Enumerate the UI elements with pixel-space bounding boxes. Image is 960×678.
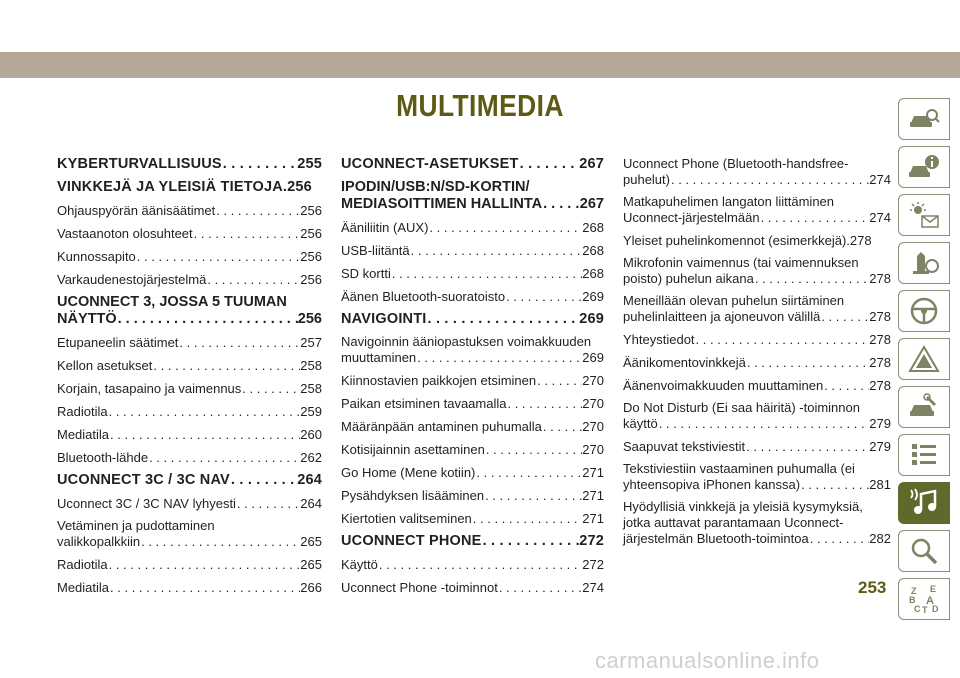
toc-page-number: 256 [297,311,322,327]
toc-entry-label: Saapuvat tekstiviestit [623,439,746,454]
toc-page-number: 278 [869,332,891,347]
toc-leader-dots [542,418,582,435]
toc-leader-dots [222,156,297,173]
toc-leader-dots [178,334,300,351]
toc-leader-dots [746,354,869,371]
toc-leader-dots [391,265,582,282]
hazard-triangle-icon [908,344,940,374]
toc-page-number: 282 [869,531,891,546]
toc-entry-label-line: jotka auttavat parantamaan Uconnect- [623,515,844,530]
toc-leader-dots [117,311,298,328]
toc-leader-dots [152,357,300,374]
toc-entry-label: SD kortti [341,266,391,281]
toc-page-number: 278 [849,233,872,248]
toc-page-number: 270 [582,442,604,457]
toc-leader-dots [658,416,870,432]
toc-page-number: 272 [579,533,604,549]
car-info-icon [908,152,940,182]
toc-entry-label: NAVIGOINTI [341,311,427,327]
toc-entry[interactable] [623,255,891,287]
toc-entry-label: Kellon asetukset [57,358,153,373]
toc-leader-dots [820,309,869,325]
toc-entry[interactable] [57,518,322,550]
index-letter: Z [911,586,917,596]
toc-page-number: 256 [300,226,322,241]
checklist-icon [908,440,940,470]
toc-section-heading[interactable] [57,179,322,196]
chapter-tab-driving[interactable] [898,290,950,332]
toc-leader-dots [108,403,301,420]
toc-leader-dots [140,534,300,550]
toc-entry-label: Kiertotien valitseminen [341,511,472,526]
car-search-icon [908,104,940,134]
toc-separator-dot: . [282,179,288,195]
toc-page-number: 267 [579,156,604,172]
toc-entry[interactable] [341,334,604,366]
magnifier-icon [908,536,940,566]
toc-page-number: 274 [869,210,891,225]
toc-leader-dots [428,219,582,236]
car-key-icon [908,248,940,278]
toc-entry[interactable] [57,248,322,265]
toc-entry[interactable] [57,225,322,242]
toc-column-1 [57,156,322,602]
toc-entry-label: Paikan etsiminen tavaamalla [341,396,507,411]
toc-leader-dots [482,533,580,550]
toc-entry-label: poisto) puhelun aikana [623,271,754,286]
index-letter: A [926,595,934,607]
toc-entry[interactable] [623,499,891,547]
toc-page-number: 281 [869,477,891,492]
toc-page-number: 278 [869,378,891,393]
toc-leader-dots [416,350,582,366]
toc-page-number: 257 [300,335,322,350]
toc-entry-last-line [341,196,604,213]
toc-entry-label-line: Navigoinnin ääniopastuksen voimakkuuden [341,334,592,349]
index-letter: B [909,595,916,605]
toc-entry[interactable] [623,377,891,394]
toc-entry-label: KYBERTURVALLISUUS [57,156,222,172]
toc-entry[interactable] [341,395,604,412]
chapter-tabs [898,98,950,626]
toc-entry[interactable] [341,556,604,573]
toc-leader-dots [475,464,582,481]
toc-entry-label-line: UCONNECT 3, JOSSA 5 TUUMAN [57,294,287,310]
toc-entry[interactable] [341,219,604,236]
toc-page-number: 256 [300,203,322,218]
toc-page-number: 256 [300,249,322,264]
top-margin [0,0,960,52]
toc-leader-dots [109,426,300,443]
toc-entry-label: Äänikomentovinkkejä [623,355,746,370]
toc-entry[interactable] [57,357,322,374]
toc-entry[interactable] [57,380,322,397]
toc-entry-label-line: Vetäminen ja pudottaminen [57,518,215,533]
toc-leader-dots [542,196,580,213]
toc-leader-dots [800,477,869,493]
toc-leader-dots [472,510,583,527]
toc-entry-label: Yhteystiedot [623,332,695,347]
toc-entry[interactable] [57,426,322,443]
toc-page-number: 271 [582,465,604,480]
toc-leader-dots [754,271,869,287]
toc-leader-dots [136,248,301,265]
toc-entry-label: MEDIASOITTIMEN HALLINTA [341,196,543,212]
toc-entry[interactable] [57,449,322,466]
chapter-tab-starting[interactable] [898,242,950,284]
toc-page-number: 272 [582,557,604,572]
toc-leader-dots [536,372,582,389]
toc-page-number: 264 [300,496,322,511]
toc-page-number: 258 [300,358,322,373]
toc-leader-dots [695,331,870,348]
toc-page-number: 270 [582,373,604,388]
toc-entry-label: UCONNECT PHONE [341,533,482,549]
toc-entry[interactable] [341,372,604,389]
section-title: MULTIMEDIA [396,88,564,123]
toc-entry-label-line: Hyödyllisiä vinkkejä ja yleisiä kysymyksiä, [623,499,863,514]
toc-entry-last-line [623,309,891,325]
chapter-tab-multimedia[interactable] [898,482,950,524]
toc-page-number: 255 [297,156,322,172]
dashboard-lights-icon [908,200,940,230]
toc-leader-dots [760,210,870,226]
toc-leader-dots [109,579,300,596]
toc-column-3 [623,156,891,553]
toc-page-number: 265 [300,557,322,572]
toc-entry-label: Määränpään antaminen puhumalla [341,419,542,434]
toc-page-number: 278 [869,355,891,370]
toc-page-number: 258 [300,381,322,396]
toc-entry-label: Varkaudenestojärjestelmä [57,272,207,287]
toc-page-number: 267 [579,196,604,212]
toc-leader-dots [108,556,301,573]
toc-entry-label: UCONNECT 3C / 3C NAV [57,472,230,488]
toc-leader-dots [809,531,870,547]
toc-entry[interactable] [57,202,322,219]
toc-leader-dots [670,172,869,188]
toc-page-number: 265 [300,534,322,549]
toc-page-number: 268 [582,243,604,258]
toc-leader-dots [236,495,300,512]
toc-page-number: 269 [582,350,604,365]
toc-section-heading[interactable] [341,311,604,328]
toc-entry-label: VINKKEJÄ JA YLEISIÄ TIETOJA [57,179,283,195]
toc-leader-dots [498,579,582,596]
toc-leader-dots [745,438,869,455]
toc-entry-label: USB-liitäntä [341,243,410,258]
toc-entry-label-line: Mikrofonin vaimennus (tai vaimennuksen [623,255,859,270]
chapter-tab-index-search[interactable] [898,530,950,572]
toc-page-number: 274 [582,580,604,595]
toc-entry[interactable] [623,400,891,432]
toc-entry[interactable] [623,331,891,348]
toc-page-number: 269 [579,311,604,327]
toc-entry-label: Uconnect-järjestelmään [623,210,760,225]
toc-section-heading[interactable] [57,156,322,173]
toc-page-number: 268 [582,266,604,281]
toc-entry-label: puhelut) [623,172,670,187]
toc-entry-label: Yleiset puhelinkomennot (esimerkkejä) [623,233,847,248]
watermark: carmanualsonline.info [595,648,820,673]
toc-entry-label: Kiinnostavien paikkojen etsiminen [341,373,537,388]
toc-entry[interactable] [623,461,891,493]
toc-entry-label-line: Matkapuhelimen langaton liittäminen [623,194,835,209]
chapter-tab-index[interactable] [898,578,950,620]
toc-entry-label: Radiotila [57,557,108,572]
toc-entry-label: Etupaneelin säätimet [57,335,179,350]
toc-entry-label: käyttö [623,416,658,431]
toc-entry[interactable] [623,232,891,249]
toc-entry-label: yhteensopiva iPhonen kanssa) [623,477,801,492]
toc-entry[interactable] [341,441,604,458]
toc-entry-last-line [623,210,891,226]
toc-entry-last-line [57,311,322,328]
toc-page-number: 274 [869,172,891,187]
toc-entry-label-line: Do Not Disturb (Ei saa häiritä) -toiminnon [623,400,860,415]
toc-section-heading[interactable] [57,294,322,328]
toc-leader-dots [823,377,869,394]
toc-section-heading[interactable] [341,179,604,213]
wrench-car-icon [908,392,940,422]
toc-page-number: 266 [300,580,322,595]
toc-entry[interactable] [341,242,604,259]
toc-entry-label: muuttaminen [341,350,417,365]
toc-leader-dots [206,271,300,288]
toc-leader-dots [215,202,300,219]
toc-page-number: 279 [869,416,891,431]
toc-entry-label: Ääniliitin (AUX) [341,220,429,235]
toc-entry[interactable] [57,271,322,288]
alphabet-index-icon [908,584,940,614]
toc-leader-dots [230,472,297,489]
toc-leader-dots [193,225,301,242]
toc-entry-label: Mediatila [57,427,110,442]
chapter-tab-vehicle[interactable] [898,98,950,140]
toc-entry-label: Mediatila [57,580,110,595]
toc-entry[interactable] [341,418,604,435]
toc-entry[interactable] [57,556,322,573]
toc-leader-dots [484,487,582,504]
toc-page-number: 271 [582,511,604,526]
toc-entry-label: Käyttö [341,557,378,572]
toc-entry[interactable] [57,334,322,351]
toc-leader-dots [378,556,582,573]
toc-entry-label: Vastaanoton olosuhteet [57,226,193,241]
chapter-tab-info[interactable] [898,146,950,188]
chapter-tab-dashboard[interactable] [898,194,950,236]
toc-entry-label-line: Tekstiviestiin vastaaminen puhumalla (ei [623,461,855,476]
toc-entry-label: Kunnossapito [57,249,136,264]
toc-entry[interactable] [341,464,604,481]
toc-entry[interactable] [623,293,891,325]
multimedia-icon [908,488,940,518]
index-letter: T [922,605,928,614]
toc-entry[interactable] [341,487,604,504]
toc-entry[interactable] [57,579,322,596]
toc-page-number: 268 [582,220,604,235]
toc-entry-label: valikkopalkkiin [57,534,141,549]
toc-leader-dots [148,449,300,466]
toc-separator-dot: . [846,233,850,248]
toc-leader-dots [427,311,580,328]
toc-column-2 [341,156,604,602]
toc-entry-label: Bluetooth-lähde [57,450,149,465]
toc-entry-last-line [623,172,891,188]
toc-leader-dots [410,242,583,259]
toc-entry-label: UCONNECT-ASETUKSET [341,156,519,172]
index-letter: C [914,604,921,614]
toc-entry-label: Korjain, tasapaino ja vaimennus [57,381,242,396]
steering-wheel-icon [908,296,940,326]
toc-entry-last-line [623,416,891,432]
chapter-tab-specs[interactable] [898,434,950,476]
toc-entry[interactable] [623,194,891,226]
toc-entry[interactable] [341,265,604,282]
toc-section-heading[interactable] [341,156,604,173]
toc-entry-label: puhelinlaitteen ja ajoneuvon välillä [623,309,821,324]
toc-entry[interactable] [341,288,604,305]
toc-page-number: 278 [869,309,891,324]
chapter-tab-service[interactable] [898,386,950,428]
toc-entry-label: Uconnect 3C / 3C NAV lyhyesti [57,496,236,511]
toc-leader-dots [506,395,582,412]
toc-entry-last-line [623,477,891,493]
toc-entry[interactable] [341,579,604,596]
toc-section-heading[interactable] [341,533,604,550]
index-letter: D [932,604,939,614]
toc-page-number: 256 [300,272,322,287]
toc-leader-dots [519,156,580,173]
toc-leader-dots [485,441,582,458]
toc-entry-label: Pysähdyksen lisääminen [341,488,485,503]
toc-page-number: 269 [582,289,604,304]
toc-page-number: 271 [582,488,604,503]
toc-leader-dots [241,380,300,397]
toc-entry-label: Äänen Bluetooth-suoratoisto [341,289,506,304]
chapter-tab-emergency[interactable] [898,338,950,380]
toc-entry[interactable] [341,510,604,527]
toc-entry-label-line: Uconnect Phone (Bluetooth-handsfree- [623,156,849,171]
toc-entry[interactable] [57,403,322,420]
toc-leader-dots [505,288,582,305]
toc-page-number: 270 [582,396,604,411]
toc-entry[interactable] [57,495,322,512]
toc-entry-label: Ohjauspyörän äänisäätimet [57,203,216,218]
toc-entry-last-line [623,271,891,287]
toc-entry-label: Uconnect Phone -toiminnot [341,580,498,595]
toc-entry-last-line [341,350,604,366]
header-band [0,52,960,78]
toc-entry-label-line: Meneillään olevan puhelun siirtäminen [623,293,845,308]
toc-page-number: 262 [300,450,322,465]
toc-entry[interactable] [623,354,891,371]
page-number: 253 [858,578,887,597]
toc-entry-label: Äänenvoimakkuuden muuttaminen [623,378,824,393]
toc-page-number: 270 [582,419,604,434]
toc-section-heading[interactable] [57,472,322,489]
toc-entry[interactable] [623,156,891,188]
toc-page-number: 259 [300,404,322,419]
toc-entry-label: Radiotila [57,404,108,419]
index-letter: E [930,584,937,594]
toc-entry-label: Go Home (Mene kotiin) [341,465,476,480]
toc-page-number: 279 [869,439,891,454]
toc-page-number: 278 [869,271,891,286]
toc-entry-last-line [623,531,891,547]
toc-entry-label: NÄYTTÖ [57,311,117,327]
toc-entry-last-line [57,534,322,550]
toc-page-number: 256 [287,179,312,195]
toc-entry[interactable] [623,438,891,455]
toc-entry-label: järjestelmän Bluetooth-toimintoa [623,531,809,546]
toc-entry-label: Kotisijainnin asettaminen [341,442,485,457]
toc-page-number: 264 [297,472,322,488]
toc-entry-label-line: IPODIN/USB:N/SD-KORTIN/ [341,179,530,195]
toc-page-number: 260 [300,427,322,442]
